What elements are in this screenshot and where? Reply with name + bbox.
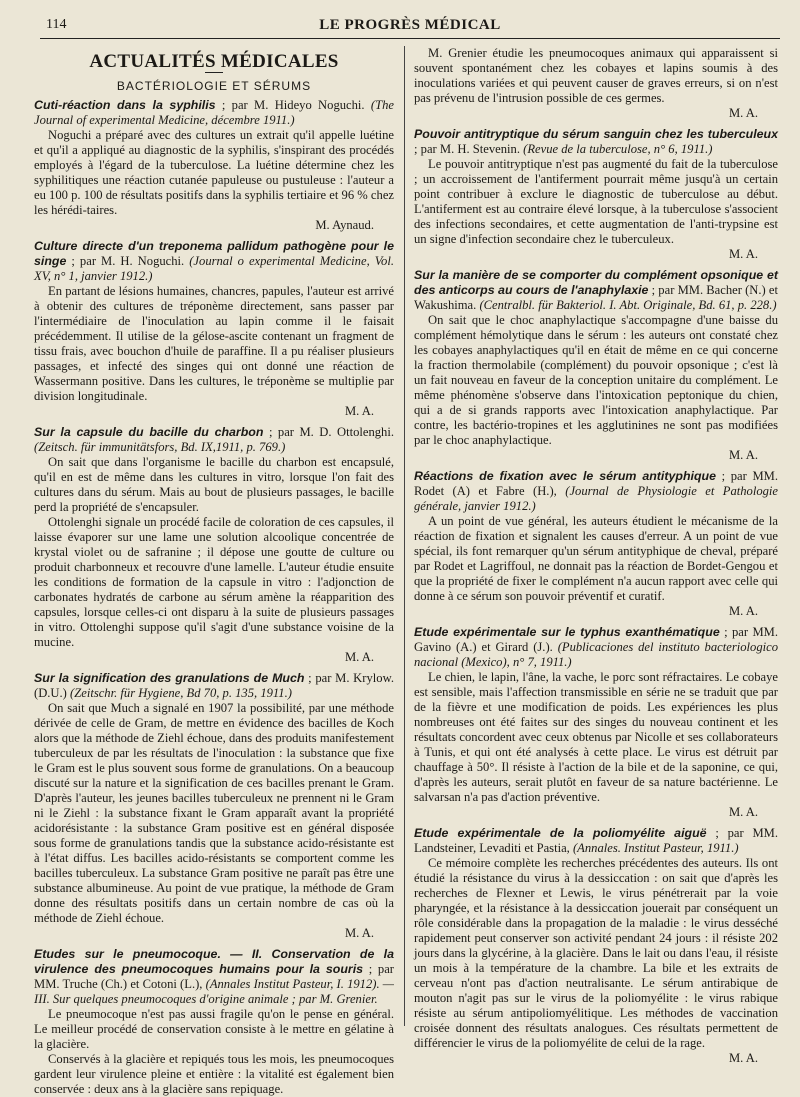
article-citation: (The Journal of experimental Medicine, décembre 1911.) <box>34 98 394 127</box>
article-title: Etude expérimentale de la poliomyélite aiguë <box>414 826 707 840</box>
article-citation: (Annales. Institut Pasteur, 1911.) <box>572 841 739 855</box>
article <box>414 127 778 262</box>
article-citation: (Annales Institut Pasteur, I. 1912). — III. Sur quelques pneumocoques d'origine animale ; par M. Grenier. <box>34 977 394 1006</box>
article-signature: M. A. <box>728 1051 758 1065</box>
subsection-title: BACTÉRIOLOGIE ET SÉRUMS <box>116 79 312 93</box>
article <box>34 98 394 233</box>
article <box>34 947 394 1097</box>
article-title: Sur la manière de se comporter du complément opsonique et des anticorps au cours de l'anaphylaxie <box>414 268 778 297</box>
article-signature: M. A. <box>344 404 374 418</box>
article-title: Etude expérimentale sur le typhus exanthématique <box>414 625 720 639</box>
right-column <box>414 46 779 1065</box>
article-paragraph: Ce mémoire complète les recherches précédentes des auteurs. Ils ont étudié la résistance du virus à la dessiccation : on sait que d'après les recherches de Flexner et Lewis, le virus pénétrerait par la voie pharyngée, et la résistance à la dessiccation jouerait par conséquent un rôle considérable dans la propagation de la maladie : le virus desséché rapidement peut conserver son activité pendant 24 jours : il résiste 202 jours dans la glycérine, à la glacière. Dans le lait ou dans l'eau, il résiste un mois à la température de la chambre. La bile et les extraits de cerveau n'ont pas d'action neutralisante. Le sérum antirabique de mouton n'agit pas sur le virus de la poliomyélite : le virus rabique résiste au sérum antipoliomyélitique. Les méthodes de vaccination croisée donnent des résultats analogues. Ces résultats permettent de différencier le virus de la poliomyélite de celui de la rage. <box>414 856 778 1050</box>
article-paragraph: En partant de lésions humaines, chancres, papules, l'auteur est arrivé à obtenir des cultures de tréponème directement, sans passer par l'intermédiaire de l'inoculation au lapin comme il le faisait précédemment. Il utilise de la gélose-ascite contenant un fragment de tissu frais, avec bouchon d'huile de paraffine. Il a pu réaliser plusieurs passages, et infecté des singes qui ont donné une réaction de Wassermann positive. Dans les cultures, le tréponème se multiplie par division longitudinale. <box>34 284 394 403</box>
article-citation: (Journal o experimental Medicine, Vol. XV, n° 1, janvier 1912.) <box>34 254 394 283</box>
article-signature: M. A. <box>728 805 758 819</box>
article-signature: M. A. <box>728 604 758 618</box>
article-title: Sur la signification des granulations de Much <box>34 671 305 685</box>
article-signature: M. A. <box>728 247 758 261</box>
article <box>414 625 778 820</box>
article-paragraph: Le pneumocoque n'est pas aussi fragile qu'on le pense en général. Le meilleur procédé de conservation consiste à le mettre en gélatine à la glacière. <box>34 1007 394 1051</box>
article-byline: ; par MM. Landsteiner, Levaditi et Pastia, <box>414 826 778 855</box>
article-citation: (Publicaciones del instituto bacteriologico nacional (Mexico), n° 7, 1911.) <box>414 640 778 669</box>
article-title: Cuti-réaction dans la syphilis <box>34 98 216 112</box>
article-byline: ; par MM. Truche (Ch.) et Cotoni (L.), <box>34 962 394 991</box>
article-title: Réactions de fixation avec le sérum antityphique <box>414 469 716 483</box>
title-rule <box>205 72 223 73</box>
article-paragraph: On sait que dans l'organisme le bacille du charbon est encapsulé, qu'il en est de même dans les cultures in vitro, lorsque l'on fait des cultures dans du sérum. Mais au bout de plusieurs passages, le bacille perd la propriété de s'encapsuler. <box>34 455 394 514</box>
article-paragraph: M. Grenier étudie les pneumocoques animaux qui apparaissent si souvent spontanément chez les cobayes et lapins soumis à des inoculations variées et qui peuvent causer de graves erreurs, si on n'est pas prévenu de l'intrusion possible de ces germes. <box>414 46 778 105</box>
article-paragraph: On sait que Much a signalé en 1907 la possibilité, par une méthode dérivée de celle de Gram, de mettre en évidence des bacilles de Koch alors que la méthode de Ziehl échoue, dans des produits manifestement tuberculeux de par les résultats de l'inoculation : la substance que fixe le Gram est le plus souvent sous forme de granulations. On a beaucoup discuté sur la nature et la signification de ces bacilles prenant le Gram. D'après l'auteur, les jeunes bacilles tuberculeux ne prennent ni le Gram ni le Ziehl : la substance fixant le Gram apparaît avant la propriété acidorésistante : la substance Gram positive est en général disposée sous forme de granulations tandis que la substance acido-résistante est à l'état diffus. Les bacilles acido-résistants se comportent comme les bacilles tuberculeux. La substance Gram positive ne paraît pas être une substance albumineuse. Au point de vue pratique, la méthode de Gram donne des résultats positifs dans un certain nombre de cas où la méthode de Ziehl échoue. <box>34 701 394 925</box>
article <box>34 671 394 941</box>
article-byline: ; par M. H. Stevenin. <box>414 142 520 156</box>
article-paragraph: On sait que le choc anaphylactique s'accompagne d'une baisse du complément hémolytique dans le sérum : les auteurs ont constaté chez les cobayes anaphylactiques qu'il en était de même en ce qui concerne la fraction thermolabile (complément) du pouvoir opsonique ; c'est là un fait nouveau en faveur de la conception unitaire du complément. Le même phénomène s'observe dans l'intoxication peptonique du chien, qui a de si grands rapports avec l'intoxication anaphylactique. Par contre, les bactério-tropines et les agglutinines ne sont pas modifiées par le choc anaphylactique. <box>414 313 778 447</box>
article-byline: ; par MM. Gavino (A.) et Girard (J.). <box>414 625 779 654</box>
article <box>414 826 778 1066</box>
article-paragraph: Ottolenghi signale un procédé facile de coloration de ces capsules, il laisse évaporer sur une lame une solution alcoolique concentrée de krystal violet ou de safranine ; il dépose une goutte de culture ou produit charbonneux et recouvre d'une lamelle. L'auteur étudie ensuite les conditions de formation de la capsule in vitro : l'adjonction de carbonates hydratés de carbone au sérum amène la réapparition des capsules, lorsque celles-ci ont disparu à la suite de plusieurs passages in vitro. Ottolenghi suppose qu'il s'agit d'une substance voisine de la mucine. <box>34 515 394 649</box>
article-byline: ; par MM. Rodet (A) et Fabre (H.), <box>414 469 778 498</box>
article-paragraph: Le pouvoir antitryptique n'est pas augmenté du fait de la tuberculose ; un accroissement de l'antiferment pourrait même jusqu'à un certain point contribuer à exclure le diagnostic de tuberculose au début. L'antiferment est au contraire élevé lorsque, à la tuberculose s'associent des infections secondaires, et cette augmentation de l'anti-trypsine est un signe d'infection secondaire chez le tuberculeux. <box>414 157 778 246</box>
article-citation: (Journal de Physiologie et Pathologie générale, janvier 1912.) <box>414 484 779 513</box>
article-paragraph: Conservés à la glacière et repiqués tous les mois, les pneumocoques gardent leur virulence pleine et entière : la vitalité est également bien conservée : deux ans à la glacière sans repiquage. <box>34 1052 394 1096</box>
article-signature: M. Aynaud. <box>315 218 374 232</box>
article-citation: (Revue de la tuberculose, n° 6, 1911.) <box>523 142 713 156</box>
article <box>414 268 778 463</box>
article-paragraph: Le chien, le lapin, l'âne, la vache, le porc sont réfractaires. Le cobaye est sensible, mais l'affection transmissible en série ne se traduit que par de la fièvre et une modification de poids. Les expériences les plus nombreuses ont été faites sur des singes du nouveau continent et les résultats concordent avec ceux obtenus par Nicolle et ses collaborateurs à Tunis, et qui ont été analysés à cette place. Le virus est détruit par chauffage à 50°. Il résiste à l'action de la bile et de la saponine, ce qui, d'après les auteurs, serait plutôt en faveur de sa nature bactérienne. Le salvarsan n'a pas d'action préventive. <box>414 670 778 804</box>
article-paragraph: Noguchi a préparé avec des cultures un extrait qu'il appelle luétine et qu'il a appliqué au diagnostic de la syphilis, s'inspirant des procédés employés à l'égard de la tuberculose. La luétine détermine chez les syphilitiques une réaction cutanée papuleuse ou pustuleuse : l'auteur a eu 100 p. 100 de résultats positifs dans la syphilis tertiaire et 96 % chez les hérédi-taires. <box>34 128 394 217</box>
article <box>34 425 394 665</box>
article-signature: M. A. <box>344 650 374 664</box>
article-byline: ; par M. D. Ottolenghi. <box>268 425 395 439</box>
article-title: Pouvoir antitryptique du sérum sanguin chez les tuberculeux <box>414 127 778 141</box>
article-title: Culture directe d'un treponema pallidum pathogène pour le singe <box>34 239 394 268</box>
section-title: ACTUALITÉS MÉDICALES <box>89 51 339 72</box>
left-column <box>34 46 395 1096</box>
article-citation: (Zeitschr. für Hygiene, Bd 70, p. 135, 1911.) <box>70 686 292 700</box>
running-header <box>40 16 780 39</box>
article-continuation <box>414 46 778 121</box>
article-byline: ; par M. Krylow. (D.U.) <box>34 671 394 700</box>
column-divider <box>404 46 405 1026</box>
article-byline: ; par M. Hideyo Noguchi. <box>221 98 365 112</box>
article-byline: ; par MM. Bacher (N.) et Wakushima. <box>414 283 779 312</box>
article-citation: (Zeitsch. für immunitätsfors, Bd. IX,1911, p. 769.) <box>34 440 286 454</box>
article <box>414 469 778 619</box>
article-signature: M. A. <box>728 448 758 462</box>
page-number: 114 <box>46 17 67 32</box>
article-signature: M. A. <box>344 926 374 940</box>
article-signature: M. A. <box>728 106 758 120</box>
article-citation: (Centralbl. für Bakteriol. I. Abt. Originale, Bd. 61, p. 228.) <box>479 298 777 312</box>
article <box>34 239 394 419</box>
article-byline: ; par M. H. Noguchi. <box>71 254 185 268</box>
article-title: Etudes sur le pneumocoque. — II. Conservation de la virulence des pneumocoques humains pour la souris <box>34 947 394 976</box>
article-paragraph: A un point de vue général, les auteurs étudient le mécanisme de la réaction de fixation et signalent les causes d'erreur. A un point de vue spécial, ils font remarquer qu'un sérum antityphique de cheval, préparé par Rodet et Lagriffoul, ne donnait pas la réaction de Bordet-Gengou et que la propriété de fixer le complément n'a aucun rapport avec celle qui donne à ce sérum son pouvoir préventif et curatif. <box>414 514 778 603</box>
article-title: Sur la capsule du bacille du charbon <box>34 425 264 439</box>
journal-title: LE PROGRÈS MÉDICAL <box>319 17 501 33</box>
